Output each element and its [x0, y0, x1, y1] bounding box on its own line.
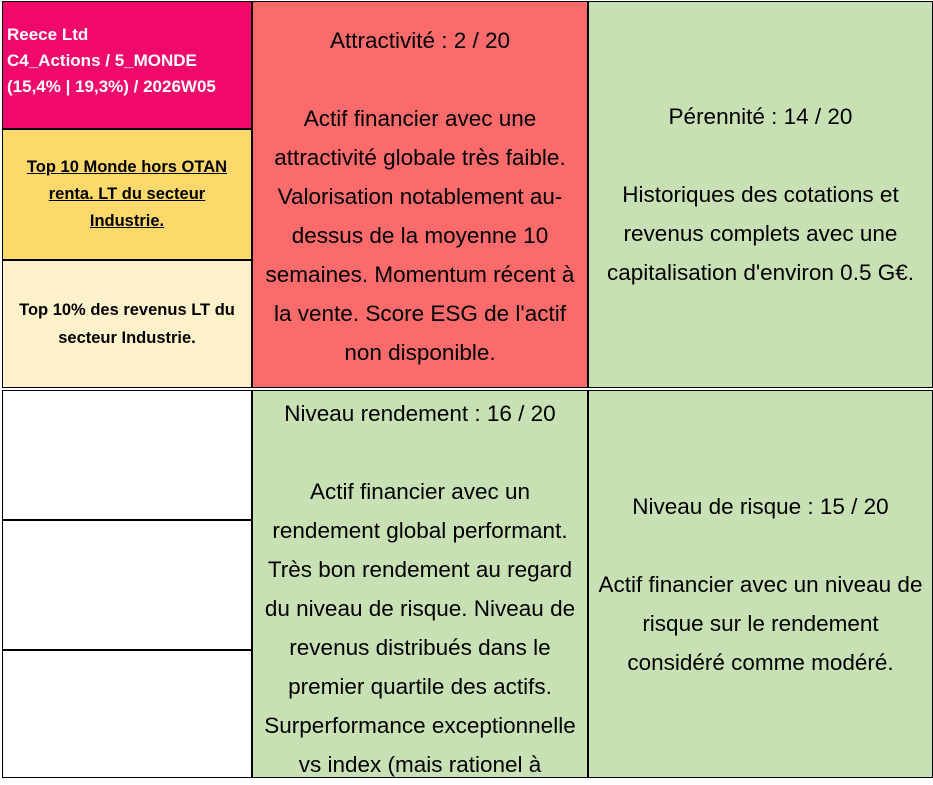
description-line: Très bon rendement au regard [267, 557, 573, 582]
risque-cell [588, 390, 933, 778]
description-line: Surperformance exceptionnelle [264, 713, 576, 738]
asset-category: C4_Actions / 5_MONDE [7, 51, 197, 70]
attractivite-description [253, 99, 587, 372]
attractivite-title: Attractivité : 2 / 20 [329, 28, 511, 53]
perennite-cell [588, 1, 933, 388]
description-line: revenus distribués dans le [289, 635, 551, 660]
empty-cell [2, 520, 252, 650]
description-line: Historiques des cotations et [622, 182, 899, 207]
top10-line: Industrie. [89, 212, 165, 230]
top-percent-badge-cell [2, 260, 252, 388]
empty-cell [2, 390, 252, 520]
description-line: capitalisation d'environ 0.5 G€. [607, 260, 914, 285]
description-line: Actif financier avec un [309, 479, 531, 504]
rendement-description [253, 472, 587, 778]
description-line: Valorisation notablement au- [277, 184, 563, 209]
description-line: dessus de la moyenne 10 [291, 223, 549, 248]
description-line: la vente. Score ESG de l'actif [274, 301, 566, 326]
top10-line: renta. LT du secteur [48, 185, 206, 203]
top10-badge-text [27, 154, 227, 235]
description-line: du niveau de risque. Niveau de [264, 596, 576, 621]
description-line: revenus complets avec une [623, 221, 898, 246]
top-percent-line: Top 10% des revenus LT du [19, 301, 235, 319]
description-line: Actif financier avec une [303, 106, 537, 131]
description-line: non disponible. [344, 340, 496, 365]
description-line: attractivité globale très faible. [274, 145, 566, 170]
risque-title: Niveau de risque : 15 / 20 [632, 493, 889, 519]
rendement-cell [252, 390, 588, 778]
description-line: considéré comme modéré. [627, 649, 894, 675]
description-line: semaines. Momentum récent à [265, 262, 575, 287]
asset-name: Reece Ltd [7, 25, 89, 44]
description-line: vs index (mais rationel à [298, 752, 542, 777]
perennite-title: Pérennité : 14 / 20 [668, 104, 853, 129]
asset-header-cell [2, 1, 252, 129]
top-percent-line: secteur Industrie. [58, 329, 196, 347]
top10-badge-cell [2, 129, 252, 260]
risque-description [589, 565, 932, 682]
description-line: risque sur le rendement [642, 610, 879, 636]
asset-perf-period: (15,4% | 19,3%) / 2026W05 [7, 77, 216, 96]
perennite-description [589, 175, 932, 292]
description-line: rendement global performant. [272, 518, 568, 543]
rendement-title: Niveau rendement : 16 / 20 [284, 401, 556, 426]
attractivite-cell [252, 1, 588, 388]
description-line: Actif financier avec un niveau de [598, 571, 923, 597]
top-percent-badge-text [19, 296, 235, 352]
top10-line: Top 10 Monde hors OTAN [26, 158, 228, 176]
empty-cell [2, 650, 252, 778]
description-line: premier quartile des actifs. [288, 674, 552, 699]
